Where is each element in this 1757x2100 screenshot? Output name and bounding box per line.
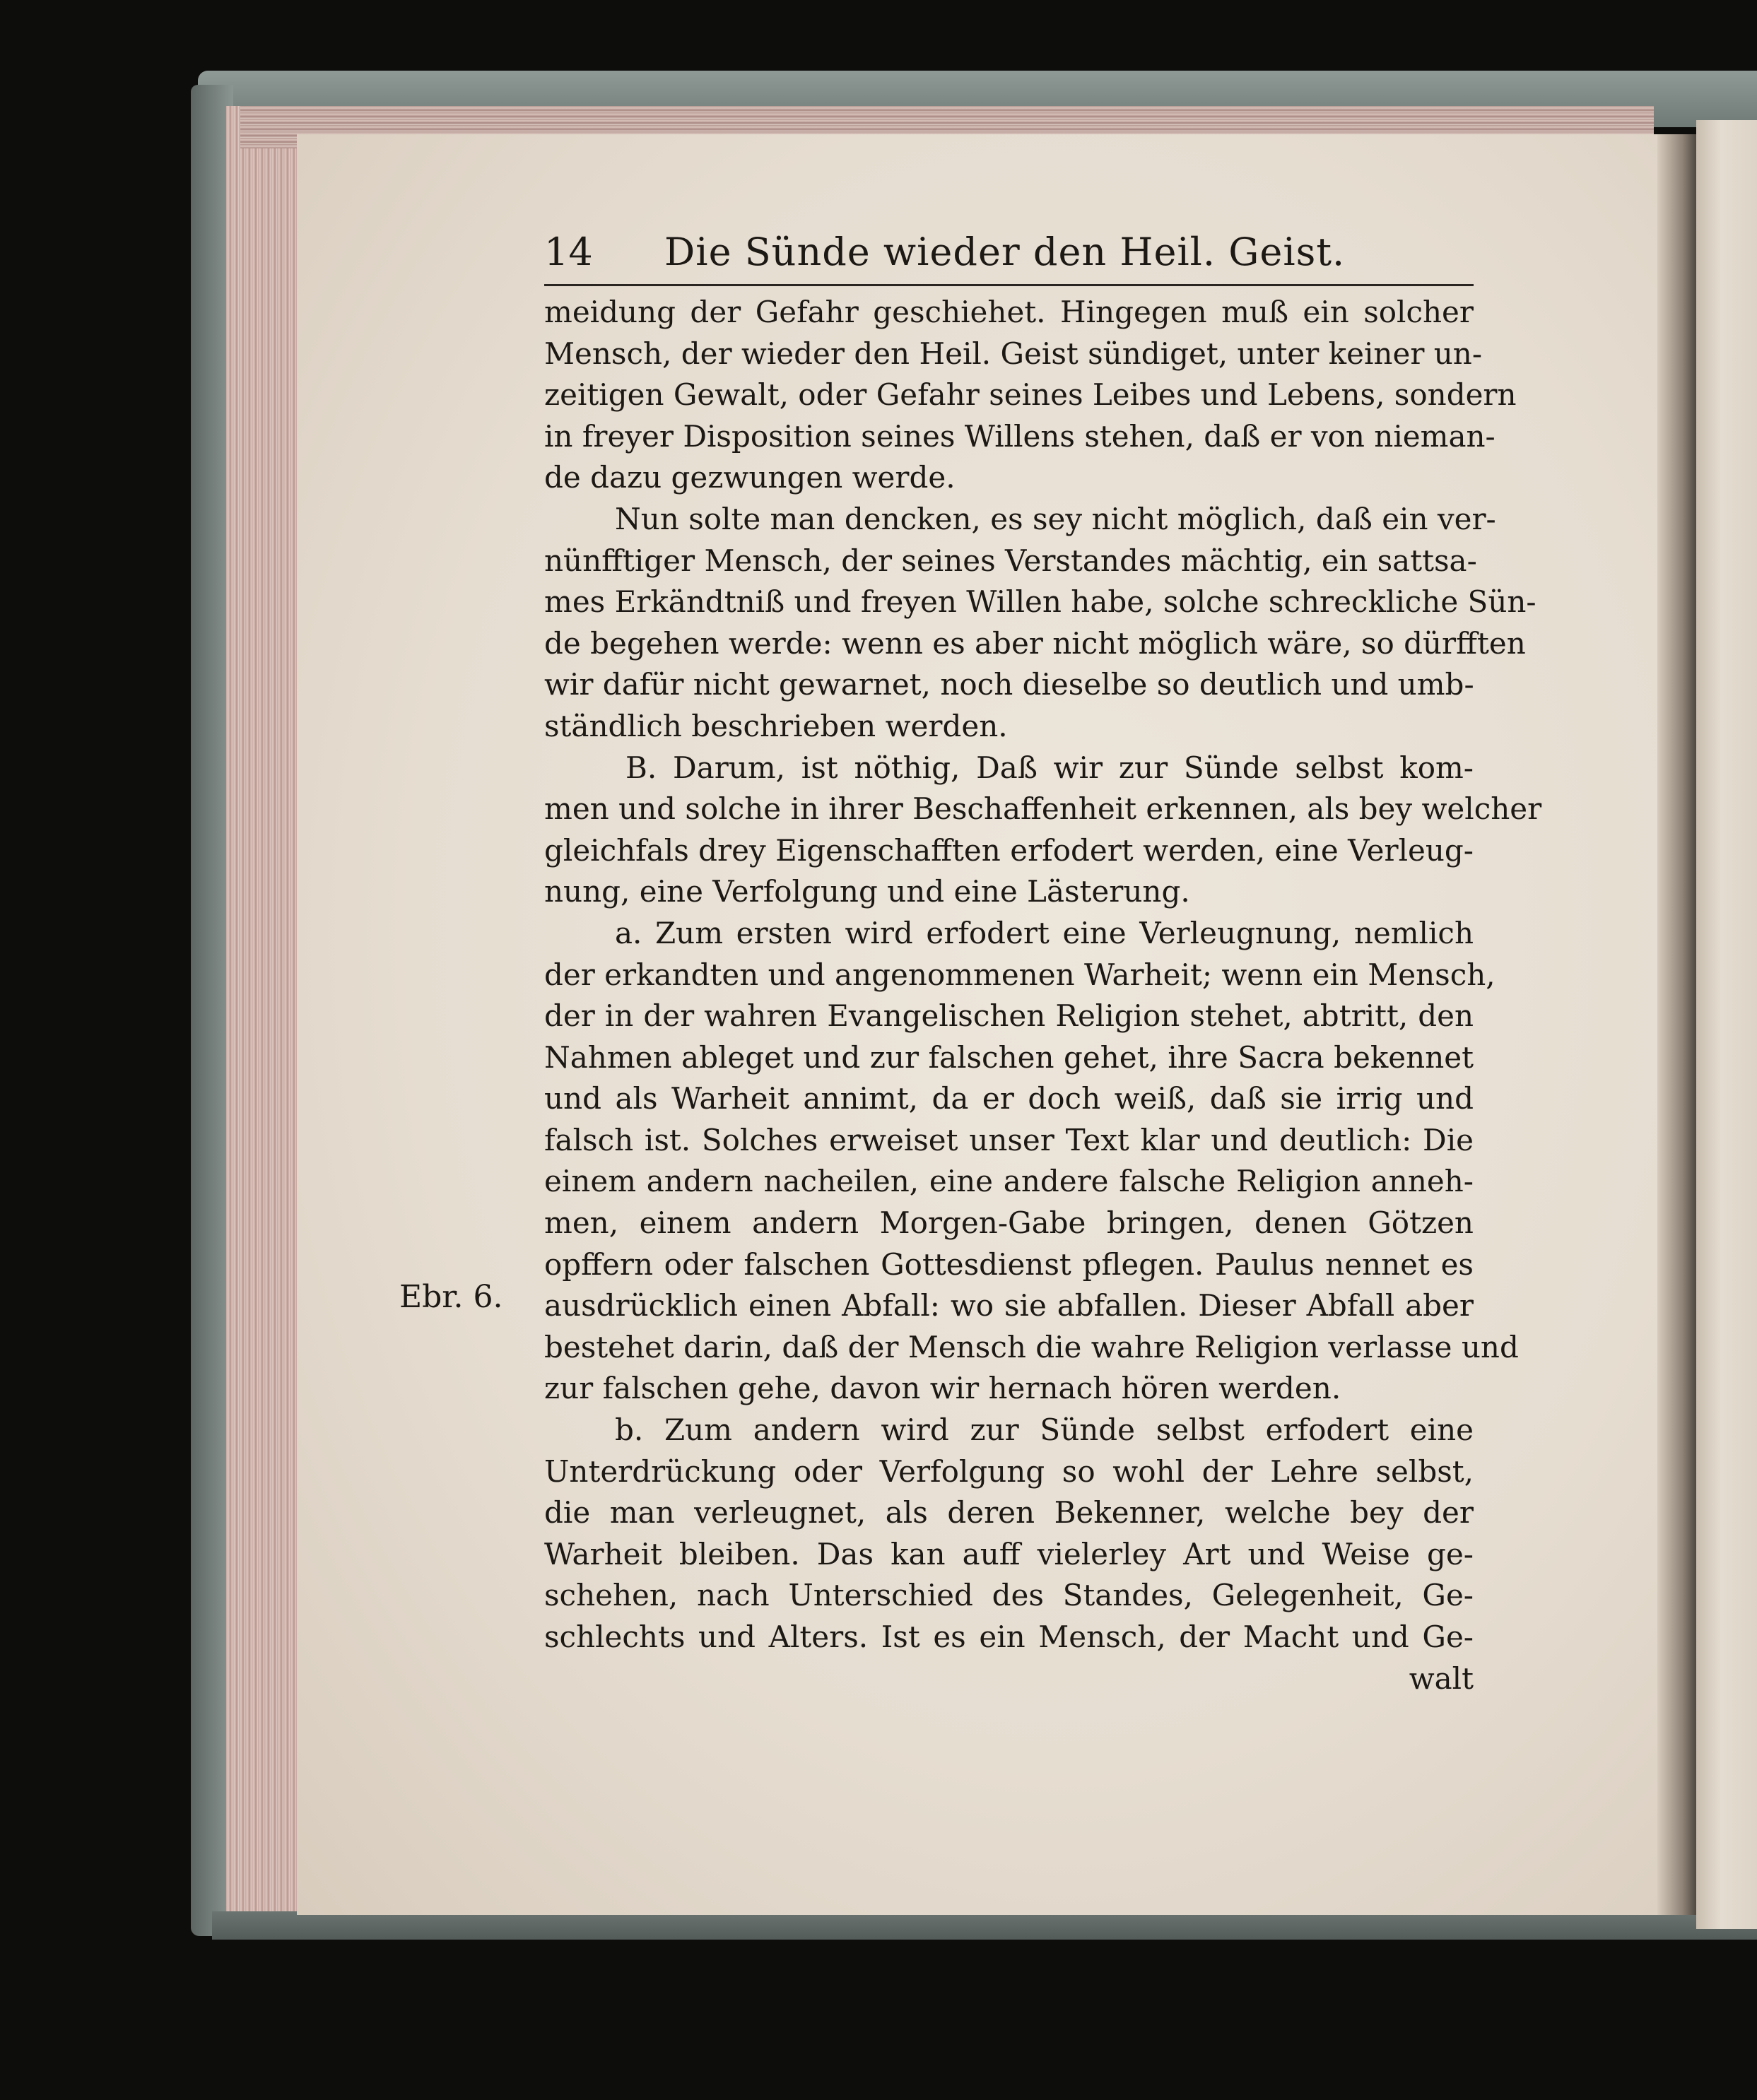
margin-note: Ebr. 6. bbox=[399, 1279, 503, 1315]
text-line: a. Zum ersten wird erfodert eine Verleugnung, nemlich bbox=[615, 915, 1474, 950]
text-line: men und solche in ihrer Beschaffenheit erkennen, als bey welcher bbox=[544, 791, 1542, 827]
text-line: und als Warheit annimt, da er doch weiß, daß sie irrig und bbox=[544, 1081, 1474, 1116]
text-line: zeitigen Gewalt, oder Gefahr seines Leibes und Lebens, sondern bbox=[544, 377, 1517, 413]
text-line: einem andern nacheilen, eine andere falsche Religion anneh- bbox=[544, 1164, 1474, 1199]
text-line: nung, eine Verfolgung und eine Lästerung. bbox=[544, 874, 1190, 909]
text-line: men, einem andern Morgen-Gabe bringen, denen Götzen bbox=[544, 1205, 1474, 1241]
text-line: mes Erkändtniß und freyen Willen habe, solche schreckliche Sün- bbox=[544, 584, 1536, 620]
text-line: schehen, nach Unterschied des Standes, Gelegenheit, Ge- bbox=[544, 1578, 1474, 1613]
book-gutter bbox=[1657, 134, 1700, 1915]
text-line: gleichfals drey Eigenschafften erfodert werden, eine Verleug- bbox=[544, 832, 1474, 868]
text-line: B. Darum, ist nöthig, Daß wir zur Sünde selbst kom- bbox=[625, 750, 1474, 785]
book-cover-bottom bbox=[212, 1911, 1757, 1940]
text-line: Unterdrückung oder Verfolgung so wohl der Lehre selbst, bbox=[544, 1453, 1474, 1489]
text-line: ständlich beschrieben werden. bbox=[544, 708, 1008, 743]
text-line: zur falschen gehe, davon wir hernach hören werden. bbox=[544, 1371, 1341, 1406]
text-line: bestehet darin, daß der Mensch die wahre Religion verlasse und bbox=[544, 1329, 1519, 1364]
text-line: in freyer Disposition seines Willens stehen, daß er von nieman- bbox=[544, 418, 1495, 454]
text-block bbox=[544, 230, 1542, 1699]
page-number: 14 bbox=[544, 230, 593, 274]
text-line: de dazu gezwungen werde. bbox=[544, 460, 956, 495]
text-line: der in der wahren Evangelischen Religion stehet, abtritt, den bbox=[544, 998, 1474, 1034]
text-line: die man verleugnet, als deren Bekenner, welche bey der bbox=[544, 1495, 1474, 1530]
page-edges-left bbox=[226, 106, 304, 1929]
text-line: Mensch, der wieder den Heil. Geist sündiget, unter keiner un- bbox=[544, 336, 1483, 371]
text-line: Warheit bleiben. Das kan auff vielerley Art und Weise ge- bbox=[544, 1536, 1474, 1571]
text-line: der erkandten und angenommenen Warheit; wenn ein Mensch, bbox=[544, 957, 1495, 992]
text-line: nünfftiger Mensch, der seines Verstandes mächtig, ein sattsa- bbox=[544, 543, 1477, 578]
running-head-title: Die Sünde wieder den Heil. Geist. bbox=[664, 230, 1346, 274]
right-page-edge bbox=[1696, 120, 1757, 1929]
text-line: de begehen werde: wenn es aber nicht möglich wäre, so dürfften bbox=[544, 625, 1526, 661]
text-line: Nahmen ableget und zur falschen gehet, ihre Sacra bekennet bbox=[544, 1039, 1474, 1075]
text-line: ausdrücklich einen Abfall: wo sie abfallen. Dieser Abfall aber bbox=[544, 1288, 1474, 1323]
text-line: wir dafür nicht gewarnet, noch dieselbe so deutlich und umb- bbox=[544, 667, 1474, 702]
catchword: walt bbox=[1409, 1660, 1474, 1696]
text-line: Nun solte man dencken, es sey nicht möglich, daß ein ver- bbox=[615, 501, 1496, 536]
running-head bbox=[544, 232, 1474, 286]
text-line: b. Zum andern wird zur Sünde selbst erfodert eine bbox=[615, 1412, 1474, 1448]
text-line: opffern oder falschen Gottesdienst pflegen. Paulus nennet es bbox=[544, 1246, 1474, 1282]
text-line: schlechts und Alters. Ist es ein Mensch, der Macht und Ge- bbox=[544, 1620, 1474, 1654]
text-line: falsch ist. Solches erweiset unser Text klar und deutlich: Die bbox=[544, 1122, 1474, 1157]
text-line: meidung der Gefahr geschiehet. Hingegen muß ein solcher bbox=[544, 295, 1474, 329]
